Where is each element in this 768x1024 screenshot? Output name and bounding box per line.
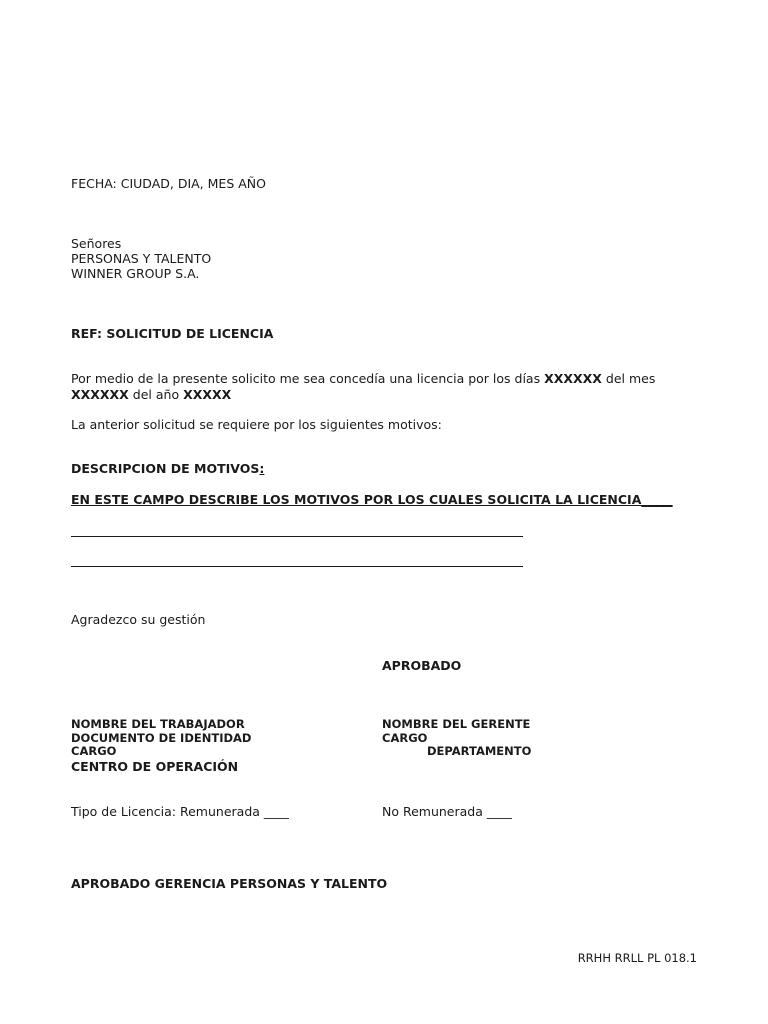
manager-department: DEPARTAMENTO	[427, 744, 532, 758]
reasons-blank-line-2	[71, 566, 523, 567]
license-type-unpaid: No Remunerada ____	[382, 804, 512, 819]
final-approval: APROBADO GERENCIA PERSONAS Y TALENTO	[71, 876, 388, 891]
request-text-2: del mes	[601, 371, 656, 386]
reasons-title-colon: :	[259, 461, 265, 476]
reasons-title-text: DESCRIPCION DE MOTIVOS	[71, 461, 260, 476]
document-code: RRHH RRLL PL 018.1	[577, 951, 697, 965]
request-paragraph-line1	[71, 371, 655, 386]
approval-label: APROBADO	[382, 658, 462, 673]
request-text-1: Por medio de la presente solicito me sea concedía una licencia por los días	[71, 371, 545, 386]
manager-name: NOMBRE DEL GERENTE	[382, 717, 531, 731]
reasons-instruction: EN ESTE CAMPO DESCRIBE LOS MOTIVOS POR LOS CUALES SOLICITA LA LICENCIA_____	[71, 492, 673, 507]
recipient-company: WINNER GROUP S.A.	[71, 266, 200, 281]
license-type-paid: Tipo de Licencia: Remunerada ____	[71, 804, 289, 819]
worker-operation-center: CENTRO DE OPERACIÓN	[71, 758, 239, 774]
days-placeholder: XXXXXX	[544, 371, 602, 386]
recipient-department: PERSONAS Y TALENTO	[71, 251, 212, 266]
worker-signature-block	[71, 718, 251, 774]
closing-line: Agradezco su gestión	[71, 612, 206, 627]
worker-name: NOMBRE DEL TRABAJADOR	[71, 717, 245, 731]
reasons-title	[71, 461, 264, 476]
month-placeholder: XXXXXX	[71, 387, 129, 402]
recipient-salutation: Señores	[71, 236, 122, 251]
worker-id-document: DOCUMENTO DE IDENTIDAD	[71, 730, 252, 745]
manager-position: CARGO	[382, 730, 428, 745]
request-text-3: del año	[128, 387, 184, 402]
reasons-blank-line-1	[71, 536, 523, 537]
manager-signature-block	[382, 718, 531, 759]
reasons-intro: La anterior solicitud se requiere por los siguientes motivos:	[71, 417, 442, 432]
year-placeholder: XXXXX	[183, 387, 232, 402]
reference-line: REF: SOLICITUD DE LICENCIA	[71, 326, 274, 341]
date-line: FECHA: CIUDAD, DIA, MES AÑO	[71, 176, 266, 191]
request-paragraph-line2	[71, 387, 231, 402]
worker-position: CARGO	[71, 744, 117, 758]
